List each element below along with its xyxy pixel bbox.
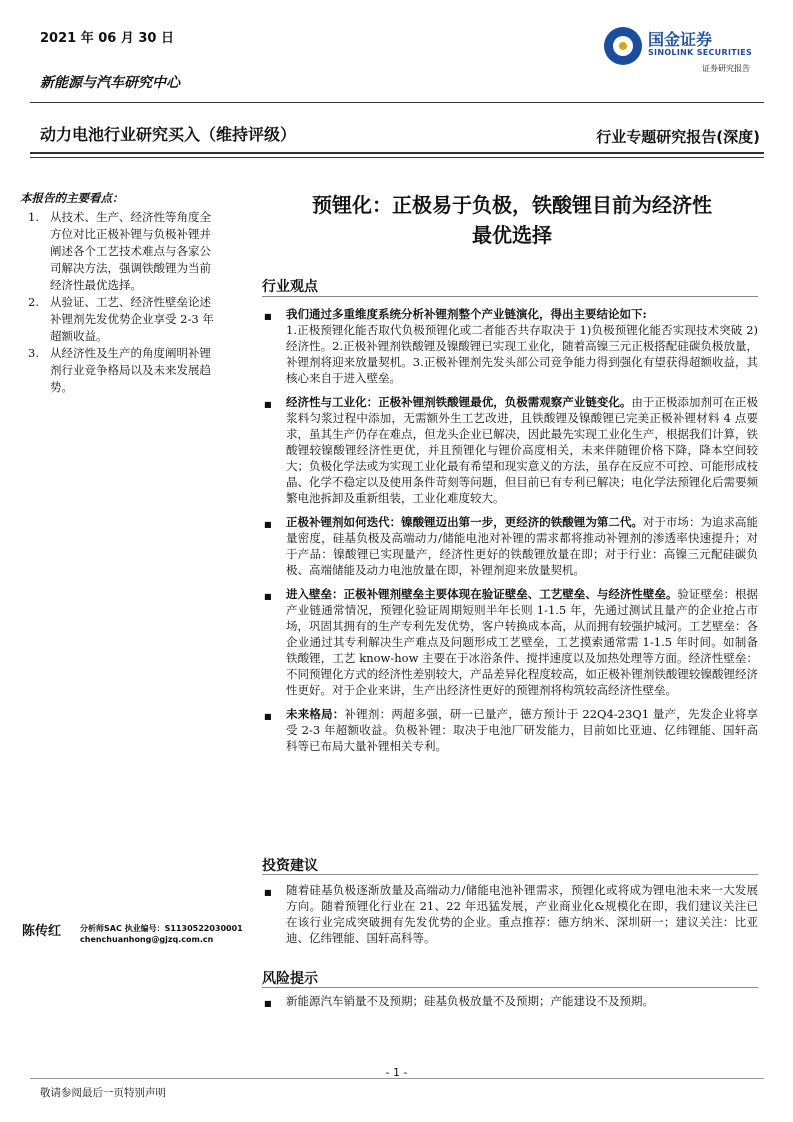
bullet-icon: ■: [264, 999, 272, 1008]
investment-body: [262, 882, 758, 954]
header-divider: [30, 102, 764, 103]
footer-disclaimer: 敬请参阅最后一页特别声明: [40, 1087, 166, 1099]
logo-chinese-name: 国金证券: [648, 30, 713, 49]
analyst-block: [22, 920, 243, 944]
section-divider: [262, 874, 758, 875]
section-risk: 风险提示: [262, 971, 318, 987]
analyst-name: 陈传红: [22, 924, 62, 939]
list-item: ■ 随着硅基负极逐渐放量及高端动力/储能电池补锂需求，预锂化或将成为锂电池未来一大发展方向。随着预锂化行业在 21、22 年迅猛发展，产业商业化&规模化在即，我们建议关注已在该行业完成突破拥有先发优势的企业。重点推荐：德方纳米、深圳研一；建议关注：比亚迪、亿纬锂能、国轩高科等。: [264, 883, 758, 945]
title-divider-thin: [30, 157, 764, 158]
section-divider: [262, 296, 758, 297]
section-divider: [262, 987, 758, 988]
bullet-icon: ■: [264, 888, 272, 897]
sidebar-title: 本报告的主要看点：: [20, 191, 124, 205]
bullet-icon: ■: [264, 712, 272, 721]
research-center: 新能源与汽车研究中心: [40, 75, 180, 91]
list-item: ■ 我们通过多重维度系统分析补锂剂整个产业链演化，得出主要结论如下: 1.正极预锂化能否取代负极预锂化或二者能否共存取决于 1)负极预锂化能否实现技术突破 2)经济性。2.正极补锂剂铁酸锂及镍酸锂已实现工业化，随着高镍三元正极搭配硅碳负极放量，补锂剂将迎来放量契机。3.正极补锂剂先发头部公司竞争能力得到强化有望获得超额收益，其核心来自于进入壁垒。: [264, 307, 758, 385]
risk-body: [262, 993, 758, 1020]
industry-view-body: [262, 306, 758, 762]
list-item: ■ 经济性与工业化：正极补锂剂铁酸锂最优，负极需观察产业链变化。由于正极添加剂可在正极浆料匀浆过程中添加，无需额外生工艺改进，且铁酸锂及镍酸锂已完美正极补锂材料 4 点要求，虽其生产仍存在难点，但龙头企业已解决，因此最先实现工业化生产，根据我们计算，铁酸锂较镍酸锂经济性更优，并且预锂化与锂价高度相关，未来伴随锂价格下降，降本空间较大；负极化学法或为实现工业化最有希望和现实意义的方法，虽存在反应不可控、可能形成枝晶、化学不稳定以及使用条件苛刻等问题，但目前已有专利已解决；电化学法预锂化后需要频繁电池拆卸及重新组装，工业化难度较大。: [264, 395, 758, 505]
list-item: ■ 正极补锂剂如何迭代：镍酸锂迈出第一步，更经济的铁酸锂为第二代。对于市场：为追求高能量密度，硅基负极及高端动力/储能电池对补锂的需求都将推动补锂剂的渗透率快速提升；对于产品：镍酸锂已实现量产，经济性更好的铁酸锂放量在即；对于行业：高镍三元配硅碳负极、高端储能及动力电池放量在即，补锂剂迎来放量契机。: [264, 515, 759, 577]
list-item: 3. 从经济性及生产的角度阐明补锂剂行业竞争格局以及未来发展趋势。: [28, 346, 211, 394]
bullet-icon: ■: [264, 592, 272, 601]
bullet-icon: ■: [264, 312, 272, 321]
page-title: 预锂化：正极易于负极，铁酸锂目前为经济性 最优选择: [312, 193, 712, 247]
logo-english-name: SINOLINK SECURITIES: [648, 48, 753, 57]
logo-subtitle: 证券研究报告: [702, 64, 750, 73]
title-divider: [30, 152, 764, 154]
industry-rating: 动力电池行业研究买入（维持评级）: [40, 125, 297, 144]
bullet-icon: ■: [264, 520, 272, 529]
analyst-info: 分析师SAC 执业编号：S1130522030001 chenchuanhong@gjzq.com.cn: [80, 924, 243, 944]
footer-divider: [30, 1078, 764, 1079]
sidebar-highlights: [20, 190, 220, 396]
section-industry-view: 行业观点: [262, 279, 318, 295]
list-item: 1. 从技术、生产、经济性等角度全方位对比正极补锂与负极补锂并阐述各个工艺技术难点与各家公司解决方法，强调铁酸锂为当前经济性最优选择。: [28, 210, 211, 292]
list-item: ■ 进入壁垒：正极补锂剂壁垒主要体现在验证壁垒、工艺壁垒、与经济性壁垒。验证壁垒：根据产业链通常情况，预锂化验证周期短则半年长则 1-1.5 年，先通过测试且量产的企业抢占市场，巩固其拥有的生产专利先发优势，客户转换成本高，从而拥有较强护城河。工艺壁垒：各企业通过其专利解决生产难点及问题形成工艺壁垒，工艺摸索通常需 1-1.5 年时间。如制备铁酸锂，工艺 know-how 主要在于冰浴条件、搅拌速度以及加热处理等方面。经济性壁垒：不同预锂化方式的经济性差别较大，产品差异化程度较高，如正极补锂剂铁酸锂较镍酸锂经济性更好。对于企业来讲，生产出经济性更好的预锂剂将构筑较高经济性壁垒。: [264, 587, 758, 697]
report-date: 2021 年 06 月 30 日: [40, 31, 174, 46]
list-item: 2. 从验证、工艺、经济性壁垒论述补锂剂先发优势企业享受 2-3 年超额收益。: [28, 295, 214, 343]
report-type: 行业专题研究报告(深度): [596, 128, 760, 146]
list-item: ■ 未来格局：补锂剂：两超多强，研一已量产，德方预计于 22Q4-23Q1 量产，先发企业将享受 2-3 年超额收益。负极补锂：取决于电池厂研发能力，目前如比亚迪、亿纬锂能、国轩高科等已布局大量补锂相关专利。: [264, 707, 759, 753]
page-number: - 1 -: [385, 1066, 408, 1079]
list-item: ■ 新能源汽车销量不及预期；硅基负极放量不及预期；产能建设不及预期。: [262, 993, 758, 1012]
section-investment: 投资建议: [262, 858, 318, 874]
logo-icon: [604, 27, 642, 65]
bullet-icon: ■: [264, 400, 272, 409]
